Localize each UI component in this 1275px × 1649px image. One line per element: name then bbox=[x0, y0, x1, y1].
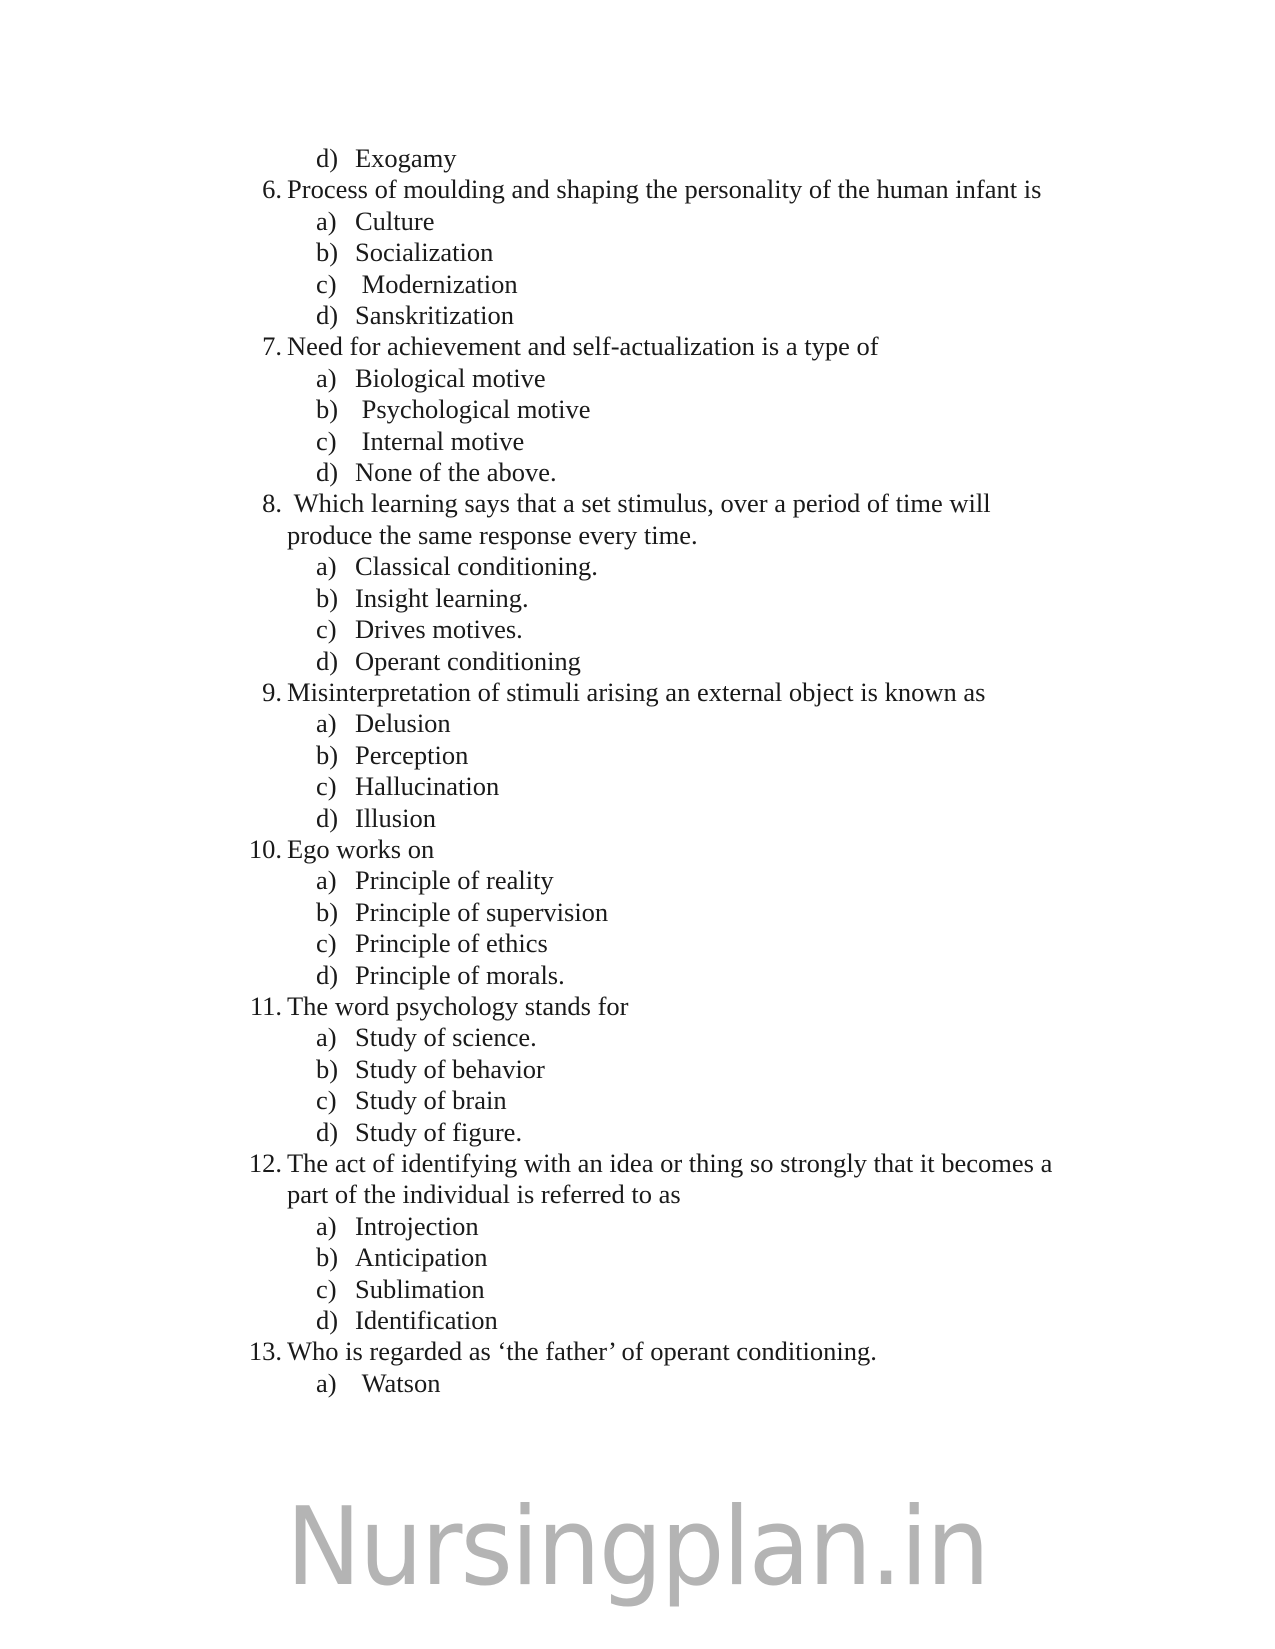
option-letter: b) bbox=[316, 394, 339, 425]
list-item bbox=[0, 771, 1275, 802]
option-text: Study of science. bbox=[355, 1022, 537, 1053]
list-item bbox=[0, 426, 1275, 457]
question-line bbox=[0, 174, 1275, 205]
list-item bbox=[0, 708, 1275, 739]
list-item bbox=[0, 897, 1275, 928]
option-letter: c) bbox=[316, 268, 337, 299]
option-letter: c) bbox=[316, 928, 337, 959]
question-block bbox=[0, 488, 1275, 676]
question-number: 9. bbox=[262, 676, 282, 707]
list-item bbox=[0, 960, 1275, 991]
question-line bbox=[0, 834, 1275, 865]
option-text: Principle of morals. bbox=[355, 959, 565, 990]
option-text: Identification bbox=[355, 1305, 498, 1336]
list-item bbox=[0, 740, 1275, 771]
list-item bbox=[0, 1368, 1275, 1399]
question-block bbox=[0, 331, 1275, 488]
list-item bbox=[0, 269, 1275, 300]
site-watermark: Nursingplan.in bbox=[286, 1485, 989, 1610]
option-letter: d) bbox=[316, 300, 339, 331]
option-letter: c) bbox=[316, 425, 337, 456]
option-text: Principle of reality bbox=[355, 865, 554, 896]
option-text: Perception bbox=[355, 739, 469, 770]
list-item bbox=[0, 457, 1275, 488]
option-letter: d) bbox=[316, 1116, 339, 1147]
option-text: Psychological motive bbox=[355, 394, 591, 425]
option-text: Study of figure. bbox=[355, 1116, 523, 1147]
option-text: Socialization bbox=[355, 237, 494, 268]
question-text: The act of identifying with an idea or thing so strongly that it becomes a part of the individual is referred to as bbox=[287, 1148, 1059, 1210]
question-block bbox=[0, 1336, 1275, 1399]
option-text: Study of brain bbox=[355, 1085, 507, 1116]
option-letter: d) bbox=[316, 645, 339, 676]
list-item bbox=[0, 646, 1275, 677]
question-line bbox=[0, 488, 1275, 551]
option-text: Hallucination bbox=[355, 771, 500, 802]
option-text: Internal motive bbox=[355, 425, 525, 456]
question-line bbox=[0, 331, 1275, 362]
question-number: 13. bbox=[248, 1336, 282, 1367]
list-item bbox=[0, 928, 1275, 959]
list-item bbox=[0, 551, 1275, 582]
question-text: Which learning says that a set stimulus, over a period of time will produce the same response every time. bbox=[287, 488, 998, 550]
option-text: Operant conditioning bbox=[355, 645, 581, 676]
option-text: Principle of supervision bbox=[355, 896, 609, 927]
option-letter: d) bbox=[316, 802, 339, 833]
option-letter: c) bbox=[316, 771, 337, 802]
list-item bbox=[0, 614, 1275, 645]
option-text: Introjection bbox=[355, 1210, 479, 1241]
question-block bbox=[0, 834, 1275, 991]
option-letter: a) bbox=[316, 865, 337, 896]
option-text: Drives motives. bbox=[355, 614, 523, 645]
question-block bbox=[0, 991, 1275, 1148]
option-letter: d) bbox=[316, 1305, 339, 1336]
option-letter: d) bbox=[316, 143, 339, 173]
list-item bbox=[0, 1117, 1275, 1148]
option-letter: c) bbox=[316, 1273, 337, 1304]
option-text: Modernization bbox=[355, 268, 518, 299]
option-text: Delusion bbox=[355, 708, 451, 739]
option-letter: b) bbox=[316, 582, 339, 613]
question-text: Ego works on bbox=[287, 833, 435, 864]
option-text: Exogamy bbox=[355, 143, 457, 173]
option-letter: a) bbox=[316, 362, 337, 393]
question-text: The word psychology stands for bbox=[287, 990, 629, 1021]
question-line bbox=[0, 1148, 1275, 1211]
list-item bbox=[0, 237, 1275, 268]
question-text: Misinterpretation of stimuli arising an external object is known as bbox=[287, 676, 986, 707]
question-text: Who is regarded as ‘the father’ of operant conditioning. bbox=[287, 1336, 877, 1367]
list-item bbox=[0, 1305, 1275, 1336]
question-number: 10. bbox=[248, 833, 282, 864]
option-text: Principle of ethics bbox=[355, 928, 548, 959]
option-letter: c) bbox=[316, 1085, 337, 1116]
question-number: 12. bbox=[248, 1148, 282, 1178]
question-block bbox=[0, 1148, 1275, 1336]
option-text: Culture bbox=[355, 205, 435, 236]
question-line bbox=[0, 991, 1275, 1022]
option-letter: a) bbox=[316, 551, 337, 582]
option-letter: c) bbox=[316, 614, 337, 645]
option-text: Insight learning. bbox=[355, 582, 529, 613]
option-text: Anticipation bbox=[355, 1242, 488, 1273]
option-letter: d) bbox=[316, 959, 339, 990]
question-number: 11. bbox=[249, 990, 282, 1021]
list-item bbox=[0, 803, 1275, 834]
option-text: Biological motive bbox=[355, 362, 546, 393]
list-item bbox=[0, 206, 1275, 237]
option-letter: a) bbox=[316, 1022, 337, 1053]
question-text: Process of moulding and shaping the personality of the human infant is bbox=[287, 174, 1042, 205]
list-item bbox=[0, 1211, 1275, 1242]
question-number: 7. bbox=[262, 331, 282, 362]
option-letter: a) bbox=[316, 1210, 337, 1241]
list-item bbox=[0, 865, 1275, 896]
question-number: 8. bbox=[262, 488, 282, 519]
list-item bbox=[0, 394, 1275, 425]
question-line bbox=[0, 1336, 1275, 1367]
option-text: None of the above. bbox=[355, 457, 557, 488]
list-item bbox=[0, 143, 1275, 174]
option-letter: b) bbox=[316, 1242, 339, 1273]
option-letter: d) bbox=[316, 457, 339, 488]
option-letter: b) bbox=[316, 1053, 339, 1084]
option-letter: b) bbox=[316, 896, 339, 927]
list-item bbox=[0, 363, 1275, 394]
list-item bbox=[0, 1054, 1275, 1085]
option-text: Watson bbox=[355, 1367, 441, 1398]
option-letter: b) bbox=[316, 237, 339, 268]
list-item bbox=[0, 583, 1275, 614]
option-letter: a) bbox=[316, 205, 337, 236]
list-item bbox=[0, 1274, 1275, 1305]
list-item bbox=[0, 1242, 1275, 1273]
option-text: Sublimation bbox=[355, 1273, 485, 1304]
option-text: Illusion bbox=[355, 802, 436, 833]
question-block bbox=[0, 677, 1275, 834]
option-letter: a) bbox=[316, 708, 337, 739]
option-text: Classical conditioning. bbox=[355, 551, 598, 582]
option-letter: a) bbox=[316, 1367, 337, 1398]
list-item bbox=[0, 1085, 1275, 1116]
question-number: 6. bbox=[262, 174, 282, 205]
question-text: Need for achievement and self-actualization is a type of bbox=[287, 331, 879, 362]
question-block bbox=[0, 174, 1275, 331]
option-text: Study of behavior bbox=[355, 1053, 545, 1084]
question-line bbox=[0, 677, 1275, 708]
question-list bbox=[0, 143, 1275, 1399]
option-text: Sanskritization bbox=[355, 300, 514, 331]
list-item bbox=[0, 300, 1275, 331]
option-letter: b) bbox=[316, 739, 339, 770]
list-item bbox=[0, 1022, 1275, 1053]
